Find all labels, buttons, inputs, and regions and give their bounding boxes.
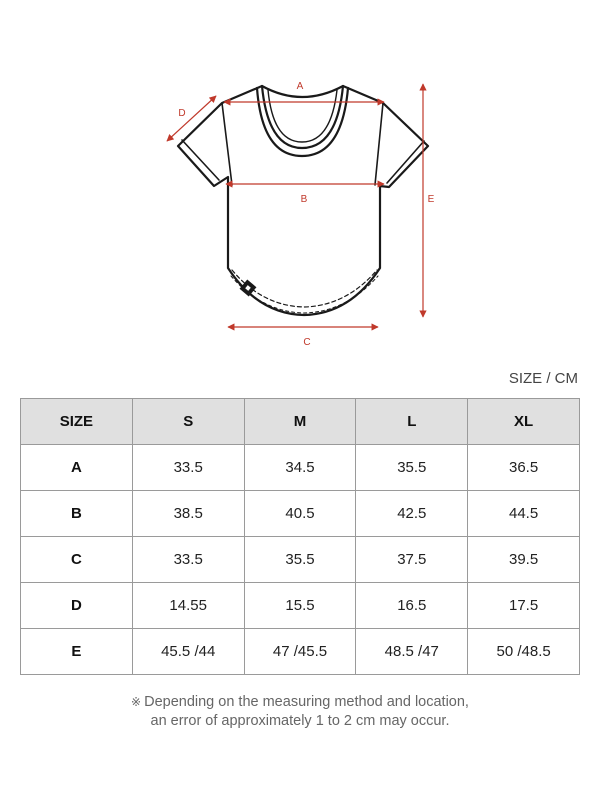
cell-value: 38.5 (132, 491, 244, 537)
cell-value: 37.5 (356, 537, 468, 583)
cell-value: 50 /48.5 (468, 629, 580, 675)
tshirt-size-diagram (0, 0, 600, 360)
cell-value: 16.5 (356, 583, 468, 629)
cell-value: 17.5 (468, 583, 580, 629)
cell-value: 44.5 (468, 491, 580, 537)
hem-tag-icon (240, 280, 257, 297)
row-label: E (21, 629, 133, 675)
cell-value: 36.5 (468, 445, 580, 491)
row-label: A (21, 445, 133, 491)
header-m: M (244, 399, 356, 445)
note-mark: ※ (131, 695, 142, 709)
cell-value: 42.5 (356, 491, 468, 537)
cell-value: 35.5 (356, 445, 468, 491)
table-row (21, 445, 580, 491)
size-table (20, 398, 580, 675)
cell-value: 45.5 /44 (132, 629, 244, 675)
note-line-1: Depending on the measuring method and location, (144, 694, 469, 710)
header-xl: XL (468, 399, 580, 445)
row-label: D (21, 583, 133, 629)
cell-value: 39.5 (468, 537, 580, 583)
row-label: C (21, 537, 133, 583)
cell-value: 40.5 (244, 491, 356, 537)
cell-value: 47 /45.5 (244, 629, 356, 675)
cell-value: 14.55 (132, 583, 244, 629)
row-label: B (21, 491, 133, 537)
table-row (21, 583, 580, 629)
cell-value: 34.5 (244, 445, 356, 491)
table-row (21, 491, 580, 537)
dim-c-label: C (303, 337, 311, 348)
header-s: S (132, 399, 244, 445)
dim-a-label: A (296, 81, 304, 92)
unit-label: SIZE / CM (508, 370, 578, 387)
cell-value: 15.5 (244, 583, 356, 629)
dim-e-label: E (427, 194, 435, 205)
table-header-row (21, 399, 580, 445)
cell-value: 35.5 (244, 537, 356, 583)
dim-d-label: D (178, 108, 186, 119)
header-l: L (356, 399, 468, 445)
table-row (21, 629, 580, 675)
header-size: SIZE (21, 399, 133, 445)
cell-value: 33.5 (132, 445, 244, 491)
dim-b-label: B (300, 194, 308, 205)
note-line-2: an error of approximately 1 to 2 cm may occur. (150, 713, 450, 729)
measurement-note (0, 693, 600, 731)
cell-value: 33.5 (132, 537, 244, 583)
cell-value: 48.5 /47 (356, 629, 468, 675)
table-row (21, 537, 580, 583)
